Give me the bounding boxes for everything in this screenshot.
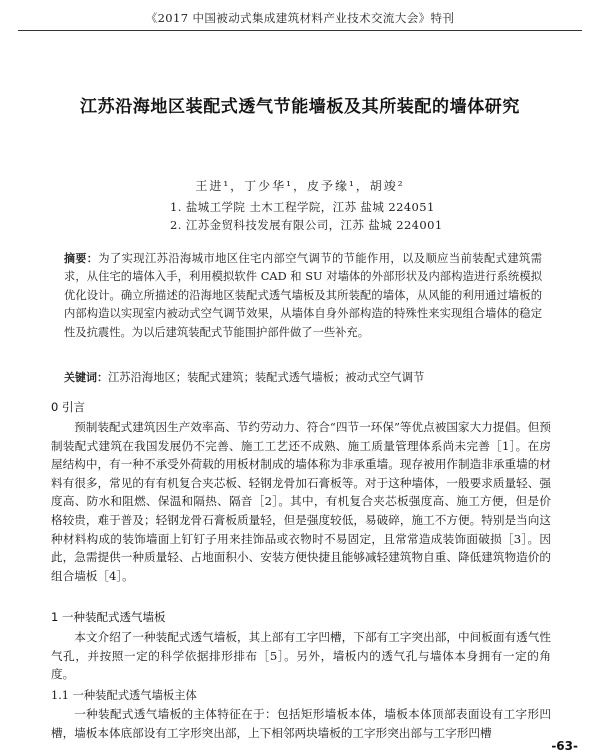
author-list: 王进¹，丁少华¹，皮予缘¹，胡竣² [195, 179, 405, 193]
wall-panel-paragraph: 本文介绍了一种装配式透气墙板，其上部有工字凹槽，下部有工字突出部，中间板面有透气性气孔，并按照一定的科学依据排形排布［5］。另外，墙板内的透气孔与墙体本身拥有一定的角度。 [51, 630, 551, 682]
keywords-label: 关键词： [64, 371, 108, 384]
section-heading-introduction: 0 引言 [51, 400, 85, 414]
running-header: 《2017 中国被动式集成建筑材料产业技术交流大会》特刊 [145, 11, 455, 25]
introduction-paragraph: 预制装配式建筑因生产效率高、节约劳动力、符合“四节一环保”等优点被国家大力提倡。但预制装配式建筑在我国发展仍不完善、施工工艺还不成熟、施工质量管理体系尚未完善［1］。在房屋结构中，有一种不承受外荷载的用板材制成的墙体称为非承重墙。现存被用作制造非承重墙的材料有很多，常见的有有机复合夹芯板、轻钢龙骨加石膏板等。对于这种墙体，一般要求质量轻、强度高、防水和阻燃、保温和隔热、隔音［2］。其中，有机复合夹芯板强度高、施工方便，但是价格较贵，难于普及；轻钢龙骨石膏板质量轻，但是强度较低，易破碎，施工不方便。特别是当向这种材料构成的装饰墙面上钉钉子用来挂饰品或衣物时不易固定，且常常造成装饰面破损［3］。因此，急需提供一种质量轻、占地面积小、安装方便快捷且能够减轻建筑物自重、降低建筑物造价的组合墙板［4］。 [51, 420, 551, 583]
affiliation-1: 1. 盐城工学院 土木工程学院，江苏 盐城 224051 [170, 200, 435, 214]
section-heading-wall-panel: 1 一种装配式透气墙板 [51, 610, 166, 624]
abstract-label: 摘要： [64, 252, 99, 265]
abstract-text: 为了实现江苏沿海城市地区住宅内部空气调节的节能作用，以及顺应当前装配式建筑需求，从住宅的墙体入手，利用模拟软件 CAD 和 SU 对墙体的外部形状及内部构造进行系统模拟优化设计。确立所描述的沿海地区装配式透气墙板及其所装配的墙体，从风能的利用通过墙板的内部构造以实现室内被动式空气调节效果，从墙体自身外部构造的特殊性来实现组合墙体的稳定性及抗震性。为以后建筑装配式节能围护部件做了一些补充。 [64, 252, 542, 339]
keywords [64, 369, 544, 385]
affiliation-2: 2. 江苏金贸科技发展有限公司，江苏 盐城 224001 [170, 218, 443, 232]
panel-body-paragraph: 一种装配式透气墙板的主体特征在于：包括矩形墙板本体，墙板本体顶部表面设有工字形凹槽，墙板本体底部设有工字形突出部，上下相邻两块墙板的工字形突出部与工字形凹槽 [51, 707, 551, 740]
header-divider [18, 30, 582, 31]
paper-title: 江苏沿海地区装配式透气节能墙板及其所装配的墙体研究 [80, 97, 520, 117]
keywords-text: 江苏沿海地区；装配式建筑；装配式透气墙板；被动式空气调节 [108, 371, 425, 384]
abstract [64, 250, 542, 342]
page-number: -63- [551, 739, 578, 753]
subsection-heading-panel-body: 1.1 一种装配式透气墙板主体 [51, 689, 197, 702]
